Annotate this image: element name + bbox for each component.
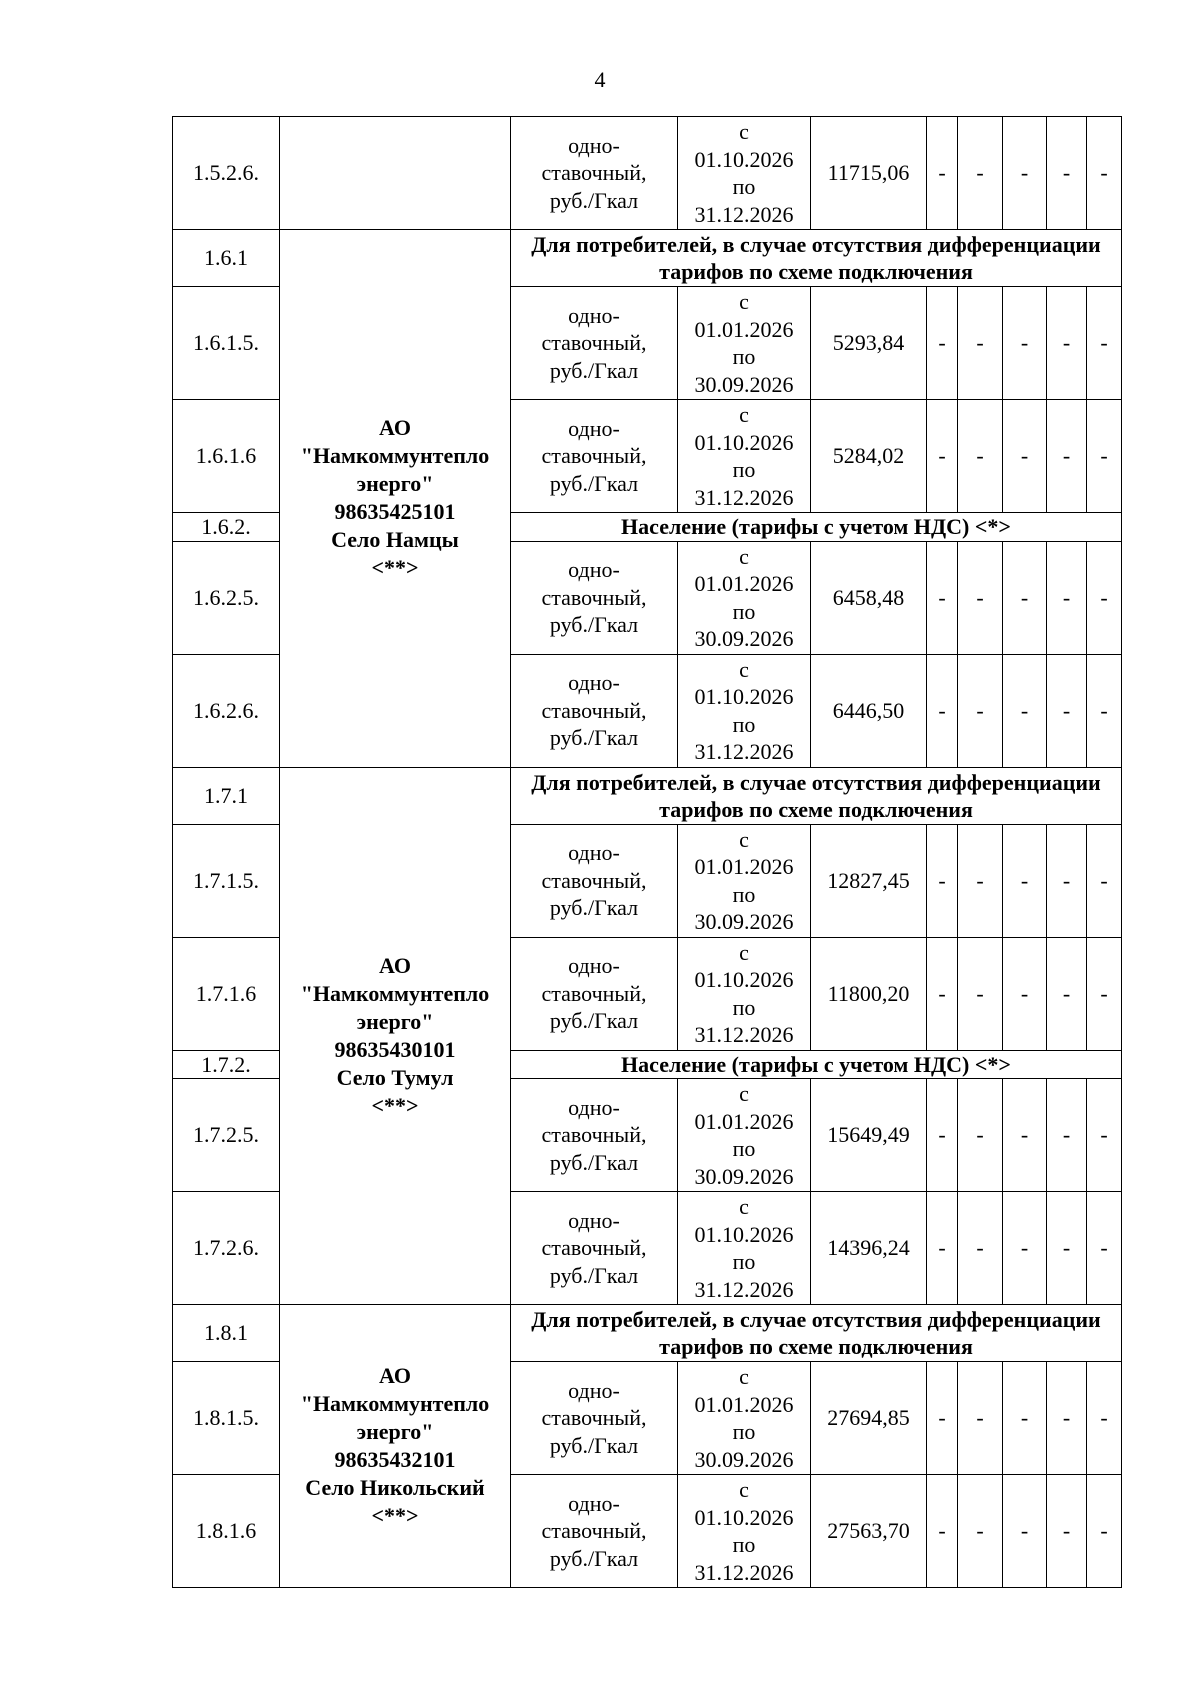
empty-dash: -: [1087, 287, 1122, 400]
cell-line: одно-: [568, 1207, 620, 1233]
cell-line: с: [739, 1364, 749, 1389]
cell-line: "Намкоммунтепло: [300, 443, 490, 469]
empty-dash: -: [1003, 1079, 1047, 1192]
cell-line: 98635430101: [334, 1036, 456, 1062]
cell-line: ставочный,: [541, 980, 647, 1006]
empty-dash: -: [958, 654, 1003, 767]
section-row: [173, 767, 1122, 824]
empty-dash: -: [958, 824, 1003, 937]
section-title: Для потребителей, в случае отсутствия дифференциации тарифов по схеме подключения: [511, 767, 1122, 824]
tariff-value: 5284,02: [811, 400, 927, 513]
cell-line: по: [732, 457, 756, 482]
cell-line: <**>: [371, 1092, 419, 1118]
row-number: 1.6.2.6.: [173, 654, 280, 767]
cell-line: одно-: [568, 302, 620, 328]
row-number: 1.7.1.5.: [173, 824, 280, 937]
rate-type-cell: [511, 654, 678, 767]
empty-dash: -: [1047, 287, 1087, 400]
cell-line: 31.12.2026: [694, 484, 794, 510]
empty-dash: -: [958, 117, 1003, 230]
cell-line: по: [732, 1249, 756, 1274]
cell-line: 31.12.2026: [694, 1276, 794, 1302]
empty-dash: -: [927, 937, 958, 1050]
period-cell: [678, 541, 811, 654]
empty-dash: -: [1087, 117, 1122, 230]
cell-line: руб./Гкал: [549, 1432, 639, 1458]
tariff-value: 15649,49: [811, 1079, 927, 1192]
cell-line: руб./Гкал: [549, 1008, 639, 1034]
cell-line: 31.12.2026: [694, 201, 794, 227]
section-number: 1.7.2.: [173, 1050, 280, 1079]
cell-line: руб./Гкал: [549, 725, 639, 751]
empty-dash: -: [927, 541, 958, 654]
empty-dash: -: [1047, 541, 1087, 654]
empty-dash: -: [958, 937, 1003, 1050]
cell-line: с: [739, 939, 749, 965]
organization-cell: [280, 767, 511, 1305]
organization-cell: [280, 1305, 511, 1588]
section-row: [173, 230, 1122, 287]
period-cell: [678, 654, 811, 767]
cell-line: одно-: [568, 1490, 620, 1516]
cell-line: 01.10.2026: [694, 429, 794, 455]
cell-line: одно-: [568, 1377, 620, 1403]
period-cell: [678, 1475, 811, 1588]
section-title: Для потребителей, в случае отсутствия дифференциации тарифов по схеме подключения: [511, 230, 1122, 287]
cell-line: 31.12.2026: [694, 739, 794, 764]
empty-dash: -: [1047, 1362, 1087, 1475]
cell-line: АО: [379, 952, 411, 978]
empty-dash: -: [1047, 400, 1087, 513]
cell-line: ставочный,: [541, 1518, 647, 1544]
row-number: 1.7.2.5.: [173, 1079, 280, 1192]
tariff-value: 14396,24: [811, 1192, 927, 1305]
cell-line: с: [739, 1081, 749, 1106]
cell-line: с: [739, 289, 749, 314]
cell-line: руб./Гкал: [549, 357, 639, 383]
cell-line: ставочный,: [541, 584, 647, 610]
empty-dash: -: [1087, 937, 1122, 1050]
empty-dash: -: [958, 541, 1003, 654]
empty-dash: -: [1047, 1192, 1087, 1305]
empty-dash: -: [1003, 541, 1047, 654]
cell-line: по: [732, 598, 756, 624]
rate-type-cell: [511, 1192, 678, 1305]
cell-line: по: [732, 344, 756, 369]
empty-dash: -: [1003, 287, 1047, 400]
cell-line: одно-: [568, 132, 620, 158]
cell-line: с: [739, 119, 749, 144]
empty-dash: -: [1003, 824, 1047, 937]
empty-dash: -: [1087, 654, 1122, 767]
cell-line: руб./Гкал: [549, 612, 639, 638]
cell-line: одно-: [568, 840, 620, 866]
cell-line: <**>: [371, 1503, 419, 1528]
cell-line: Село Тумул: [336, 1064, 454, 1090]
cell-line: руб./Гкал: [549, 187, 639, 213]
cell-line: 01.10.2026: [694, 1221, 794, 1247]
cell-line: с: [739, 1194, 749, 1219]
empty-dash: -: [1087, 541, 1122, 654]
cell-line: ставочный,: [541, 1405, 647, 1431]
cell-line: ставочный,: [541, 1235, 647, 1261]
cell-line: ставочный,: [541, 1122, 647, 1148]
row-number: 1.8.1.5.: [173, 1362, 280, 1475]
empty-dash: -: [958, 1192, 1003, 1305]
empty-dash: -: [1087, 1192, 1122, 1305]
empty-dash: -: [1047, 1475, 1087, 1588]
rate-type-cell: [511, 1362, 678, 1475]
rate-type-cell: [511, 287, 678, 400]
empty-dash: -: [927, 1362, 958, 1475]
empty-dash: -: [1087, 400, 1122, 513]
tariff-value: 11800,20: [811, 937, 927, 1050]
cell-line: одно-: [568, 1094, 620, 1120]
tariff-value: 11715,06: [811, 117, 927, 230]
empty-dash: -: [1087, 824, 1122, 937]
organization-cell: [280, 230, 511, 768]
tariff-value: 27694,85: [811, 1362, 927, 1475]
empty-dash: -: [927, 1475, 958, 1588]
empty-dash: -: [1047, 654, 1087, 767]
tariff-value: 12827,45: [811, 824, 927, 937]
row-number: 1.5.2.6.: [173, 117, 280, 230]
page-number: 4: [594, 67, 606, 92]
empty-dash: -: [1087, 1079, 1122, 1192]
cell-line: 30.09.2026: [694, 1446, 794, 1472]
empty-dash: -: [927, 1079, 958, 1192]
cell-line: 30.09.2026: [694, 371, 794, 397]
rate-type-cell: [511, 1475, 678, 1588]
row-number: 1.6.2.5.: [173, 541, 280, 654]
cell-line: 31.12.2026: [694, 1559, 794, 1585]
cell-line: 01.01.2026: [694, 1108, 794, 1134]
cell-line: руб./Гкал: [549, 895, 639, 921]
period-cell: [678, 1192, 811, 1305]
cell-line: по: [732, 1532, 756, 1557]
cell-line: одно-: [568, 557, 620, 583]
cell-line: по: [732, 994, 756, 1020]
empty-dash: -: [958, 400, 1003, 513]
cell-line: по: [732, 711, 756, 737]
cell-line: <**>: [371, 555, 419, 581]
section-title: Для потребителей, в случае отсутствия дифференциации тарифов по схеме подключения: [511, 1305, 1122, 1362]
empty-dash: -: [927, 654, 958, 767]
cell-line: с: [739, 543, 749, 569]
empty-dash: -: [1087, 1362, 1122, 1475]
empty-dash: -: [958, 1079, 1003, 1192]
cell-line: 01.01.2026: [694, 854, 794, 879]
cell-line: энерго": [356, 471, 434, 497]
cell-line: 01.01.2026: [694, 316, 794, 342]
empty-dash: -: [1003, 937, 1047, 1050]
rate-type-cell: [511, 117, 678, 230]
section-title: Население (тарифы с учетом НДС) <*>: [511, 1050, 1122, 1079]
cell-line: по: [732, 174, 756, 199]
empty-dash: -: [1003, 400, 1047, 513]
cell-line: ставочный,: [541, 867, 647, 893]
empty-dash: -: [1003, 654, 1047, 767]
cell-line: 01.10.2026: [694, 146, 794, 172]
cell-line: одно-: [568, 670, 620, 696]
period-cell: [678, 287, 811, 400]
cell-line: с: [739, 402, 749, 427]
cell-line: 31.12.2026: [694, 1022, 794, 1047]
rate-type-cell: [511, 824, 678, 937]
tariff-value: 6458,48: [811, 541, 927, 654]
row-number: 1.7.2.6.: [173, 1192, 280, 1305]
rate-type-cell: [511, 541, 678, 654]
cell-line: АО: [379, 415, 411, 441]
rate-type-cell: [511, 1079, 678, 1192]
empty-dash: -: [1047, 1079, 1087, 1192]
table-row: [173, 117, 1122, 230]
period-cell: [678, 1079, 811, 1192]
cell-line: энерго": [356, 1419, 434, 1444]
cell-line: 98635432101: [334, 1447, 456, 1472]
cell-line: АО: [379, 1363, 411, 1388]
cell-line: 01.01.2026: [694, 1391, 794, 1417]
period-cell: [678, 117, 811, 230]
rate-type-cell: [511, 400, 678, 513]
cell-line: ставочный,: [541, 697, 647, 723]
cell-line: по: [732, 1419, 756, 1444]
cell-line: по: [732, 881, 756, 907]
cell-line: руб./Гкал: [549, 1262, 639, 1288]
rate-type-cell: [511, 937, 678, 1050]
empty-dash: -: [1003, 1192, 1047, 1305]
cell-line: 98635425101: [334, 499, 456, 525]
section-number: 1.6.2.: [173, 513, 280, 542]
empty-dash: -: [1047, 937, 1087, 1050]
cell-line: одно-: [568, 415, 620, 441]
cell-line: с: [739, 656, 749, 682]
cell-line: руб./Гкал: [549, 1149, 639, 1175]
cell-line: 01.10.2026: [694, 684, 794, 709]
cell-line: Село Никольский: [305, 1475, 485, 1500]
section-title: Население (тарифы с учетом НДС) <*>: [511, 513, 1122, 542]
section-row: [173, 1305, 1122, 1362]
cell-line: руб./Гкал: [549, 470, 639, 496]
cell-line: ставочный,: [541, 160, 647, 186]
tariff-value: 6446,50: [811, 654, 927, 767]
cell-line: с: [739, 826, 749, 852]
cell-line: 01.10.2026: [694, 1504, 794, 1530]
row-number: 1.6.1.5.: [173, 287, 280, 400]
cell-line: 30.09.2026: [694, 626, 794, 651]
cell-line: ставочный,: [541, 330, 647, 356]
cell-line: ставочный,: [541, 443, 647, 469]
cell-line: Село Намцы: [331, 527, 459, 553]
empty-dash: -: [927, 287, 958, 400]
cell-line: по: [732, 1136, 756, 1161]
empty-dash: -: [1003, 1362, 1047, 1475]
empty-dash: -: [927, 1192, 958, 1305]
cell-line: "Намкоммунтепло: [300, 1391, 490, 1416]
organization-cell: [280, 117, 511, 230]
cell-line: "Намкоммунтепло: [300, 980, 490, 1006]
empty-dash: -: [958, 287, 1003, 400]
cell-line: одно-: [568, 953, 620, 979]
section-number: 1.7.1: [173, 767, 280, 824]
tariff-value: 27563,70: [811, 1475, 927, 1588]
section-number: 1.8.1: [173, 1305, 280, 1362]
cell-line: 30.09.2026: [694, 909, 794, 934]
empty-dash: -: [1087, 1475, 1122, 1588]
empty-dash: -: [1003, 1475, 1047, 1588]
empty-dash: -: [1047, 824, 1087, 937]
section-number: 1.6.1: [173, 230, 280, 287]
cell-line: руб./Гкал: [549, 1545, 639, 1571]
cell-line: 01.10.2026: [694, 967, 794, 992]
cell-line: энерго": [356, 1008, 434, 1034]
row-number: 1.7.1.6: [173, 937, 280, 1050]
empty-dash: -: [1003, 117, 1047, 230]
empty-dash: -: [958, 1475, 1003, 1588]
empty-dash: -: [1047, 117, 1087, 230]
tariff-value: 5293,84: [811, 287, 927, 400]
tariff-table: [172, 116, 1122, 1588]
row-number: 1.6.1.6: [173, 400, 280, 513]
period-cell: [678, 937, 811, 1050]
period-cell: [678, 824, 811, 937]
cell-line: 30.09.2026: [694, 1163, 794, 1189]
cell-line: с: [739, 1477, 749, 1502]
cell-line: 01.01.2026: [694, 571, 794, 596]
row-number: 1.8.1.6: [173, 1475, 280, 1588]
empty-dash: -: [927, 824, 958, 937]
period-cell: [678, 400, 811, 513]
empty-dash: -: [958, 1362, 1003, 1475]
empty-dash: -: [927, 400, 958, 513]
empty-dash: -: [927, 117, 958, 230]
period-cell: [678, 1362, 811, 1475]
